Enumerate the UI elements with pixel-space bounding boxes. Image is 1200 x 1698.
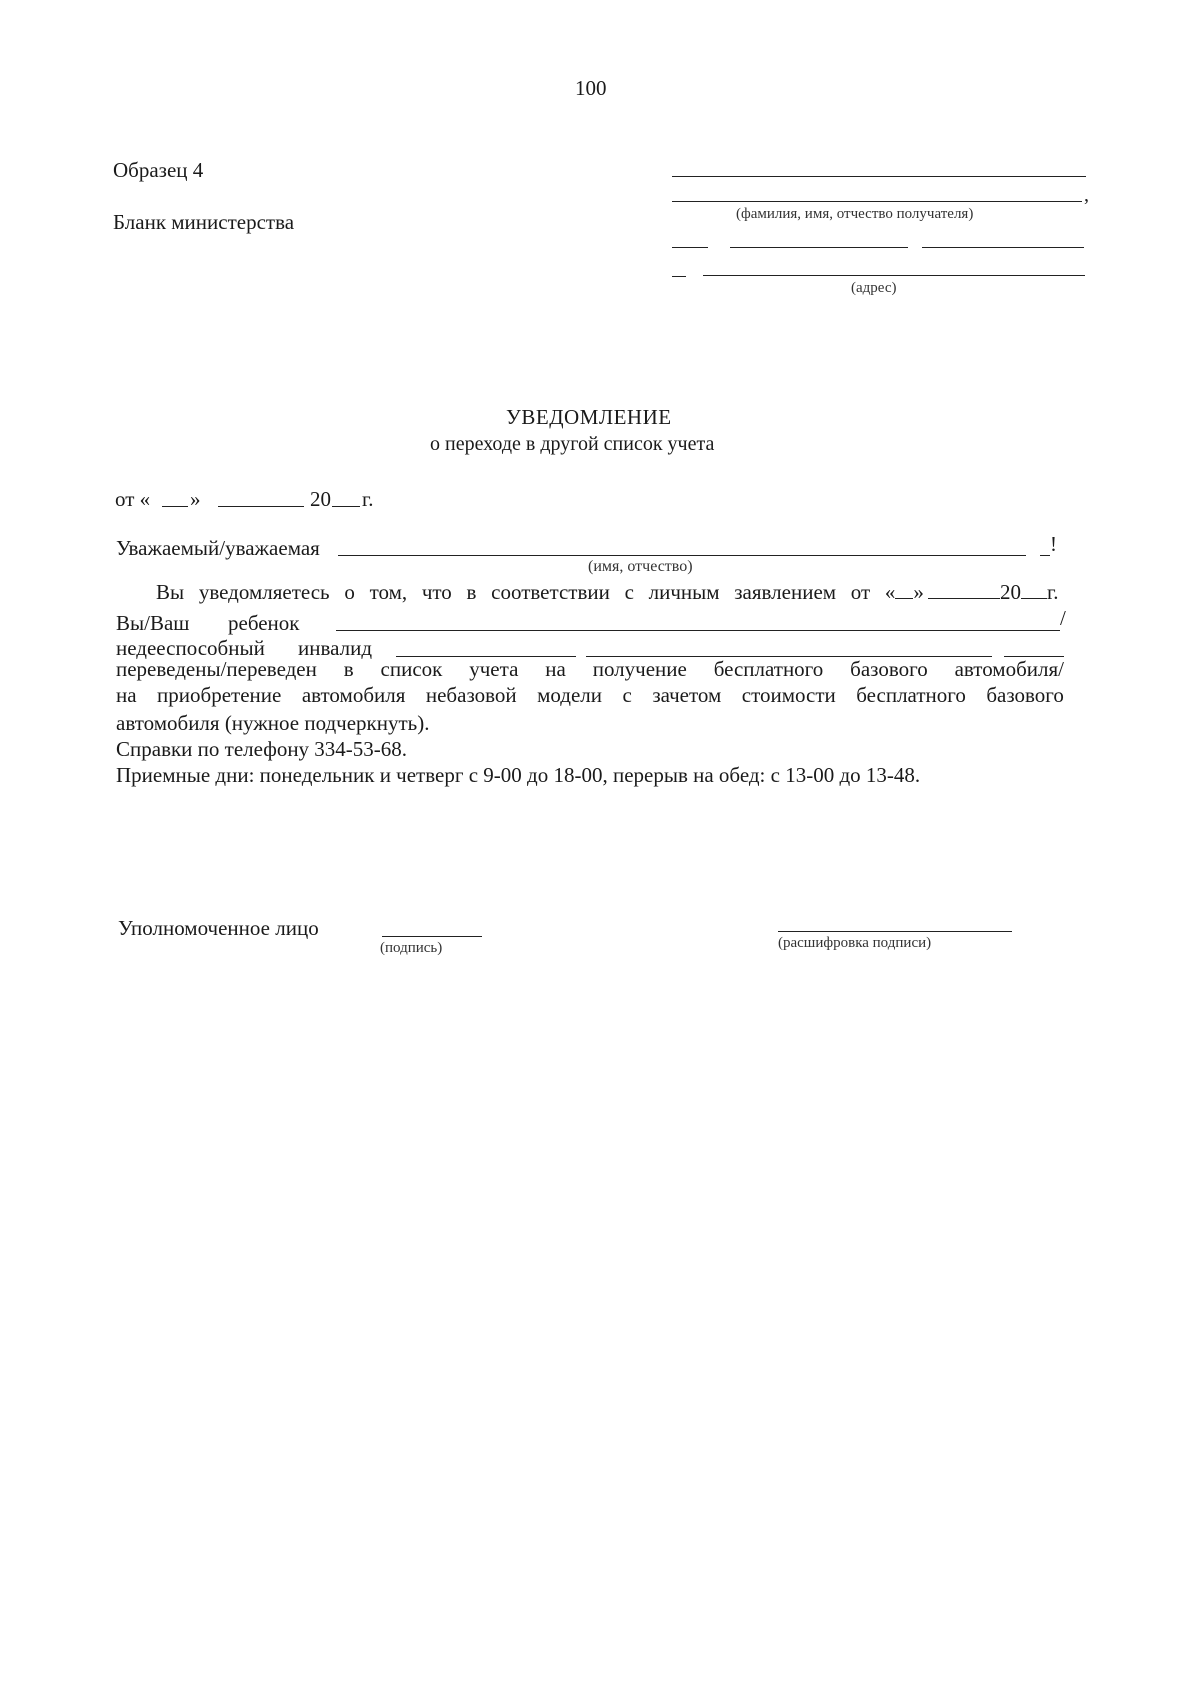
body-line-1	[156, 580, 1066, 605]
body-word: модели	[537, 683, 603, 707]
body-word: на	[116, 683, 137, 707]
body-line-3-left: недееспособный	[116, 636, 265, 660]
signature-caption: (подпись)	[380, 940, 443, 956]
body-word: «	[884, 580, 896, 604]
recipient-name-line-1	[672, 176, 1086, 177]
body-word: базового	[850, 657, 928, 681]
signature-line	[382, 936, 482, 937]
month-blank	[928, 598, 1000, 599]
date-close-quote: »	[190, 487, 201, 511]
body-word: учета	[469, 657, 519, 681]
greeting-caption: (имя, отчество)	[588, 558, 693, 575]
body-line-2-middle: ребенок	[228, 611, 300, 635]
date-year-suffix: г.	[362, 487, 374, 511]
body-word: »	[913, 580, 924, 604]
body-word: от	[850, 580, 871, 604]
body-word: автомобиля/	[954, 657, 1064, 681]
body-word: Вы	[156, 580, 185, 604]
recipient-comma: ,	[1084, 184, 1089, 206]
child-name-line	[336, 630, 1060, 631]
body-word: уведомляетесь	[198, 580, 330, 604]
recipient-name-line-2	[672, 201, 1082, 202]
body-word: список	[380, 657, 443, 681]
body-line-5	[116, 683, 1064, 708]
body-word: переведены/переведен	[116, 657, 317, 681]
body-line-6: автомобиля (нужное подчеркнуть).	[116, 711, 430, 735]
greeting-label: Уважаемый/уважаемая	[116, 536, 320, 560]
body-word: заявлением	[734, 580, 837, 604]
body-word: в	[343, 657, 354, 681]
address-line-2a	[672, 276, 686, 277]
address-line-1b	[730, 247, 908, 248]
page-number: 100	[575, 76, 607, 100]
greeting-exclamation: !	[1050, 532, 1057, 556]
document-subtitle: о переходе в другой список учета	[430, 433, 715, 455]
date-day-blank	[162, 506, 188, 507]
body-line-2-left: Вы/Ваш	[116, 611, 190, 635]
year-blank	[1021, 598, 1047, 599]
address-line-1c	[922, 247, 1084, 248]
body-line-8: Приемные дни: понедельник и четверг с 9-00 до 18-00, перерыв на обед: с 13-00 до 13-48.	[116, 763, 921, 787]
body-word: бесплатного	[713, 657, 824, 681]
date-month-blank	[218, 506, 304, 507]
authorized-person-label: Уполномоченное лицо	[118, 916, 319, 940]
body-word: том,	[369, 580, 408, 604]
address-caption: (адрес)	[851, 280, 897, 296]
body-word: что	[421, 580, 452, 604]
body-word: бесплатного	[856, 683, 966, 707]
body-word: стоимости	[741, 683, 836, 707]
body-word: зачетом	[652, 683, 722, 707]
body-word: автомобиля	[301, 683, 406, 707]
body-word: с	[622, 683, 632, 707]
body-word: на	[545, 657, 566, 681]
body-word: о	[344, 580, 355, 604]
greeting-name-line-end	[1040, 555, 1050, 556]
ministry-blank-label: Бланк министерства	[113, 210, 295, 234]
body-line-7: Справки по телефону 334-53-68.	[116, 737, 408, 761]
body-word: личным	[648, 580, 720, 604]
body-word: получение	[592, 657, 687, 681]
document-title: УВЕДОМЛЕНИЕ	[506, 405, 672, 429]
signature-decoding-line	[778, 931, 1012, 932]
body-year-prefix: 20	[1000, 580, 1021, 604]
sample-label: Образец 4	[113, 158, 204, 182]
body-line-2-end: /	[1060, 606, 1066, 630]
signature-decoding-caption: (расшифровка подписи)	[778, 935, 932, 951]
body-word: соответствии	[491, 580, 610, 604]
date-year-blank	[332, 506, 360, 507]
body-line-3-middle: инвалид	[298, 636, 373, 660]
body-word: небазовой	[425, 683, 517, 707]
body-word: приобретение	[157, 683, 282, 707]
day-blank	[895, 598, 913, 599]
body-word: в	[466, 580, 477, 604]
greeting-name-line	[338, 555, 1026, 556]
date-year-prefix: 20	[310, 487, 331, 511]
body-word: с	[624, 580, 634, 604]
recipient-name-caption: (фамилия, имя, отчество получателя)	[736, 206, 974, 222]
body-line-4	[116, 657, 1064, 682]
address-line-1a	[672, 247, 708, 248]
body-word: базового	[986, 683, 1064, 707]
body-year-suffix: г.	[1047, 580, 1059, 604]
date-from-label: от «	[115, 487, 151, 511]
address-line-2b	[703, 275, 1085, 276]
